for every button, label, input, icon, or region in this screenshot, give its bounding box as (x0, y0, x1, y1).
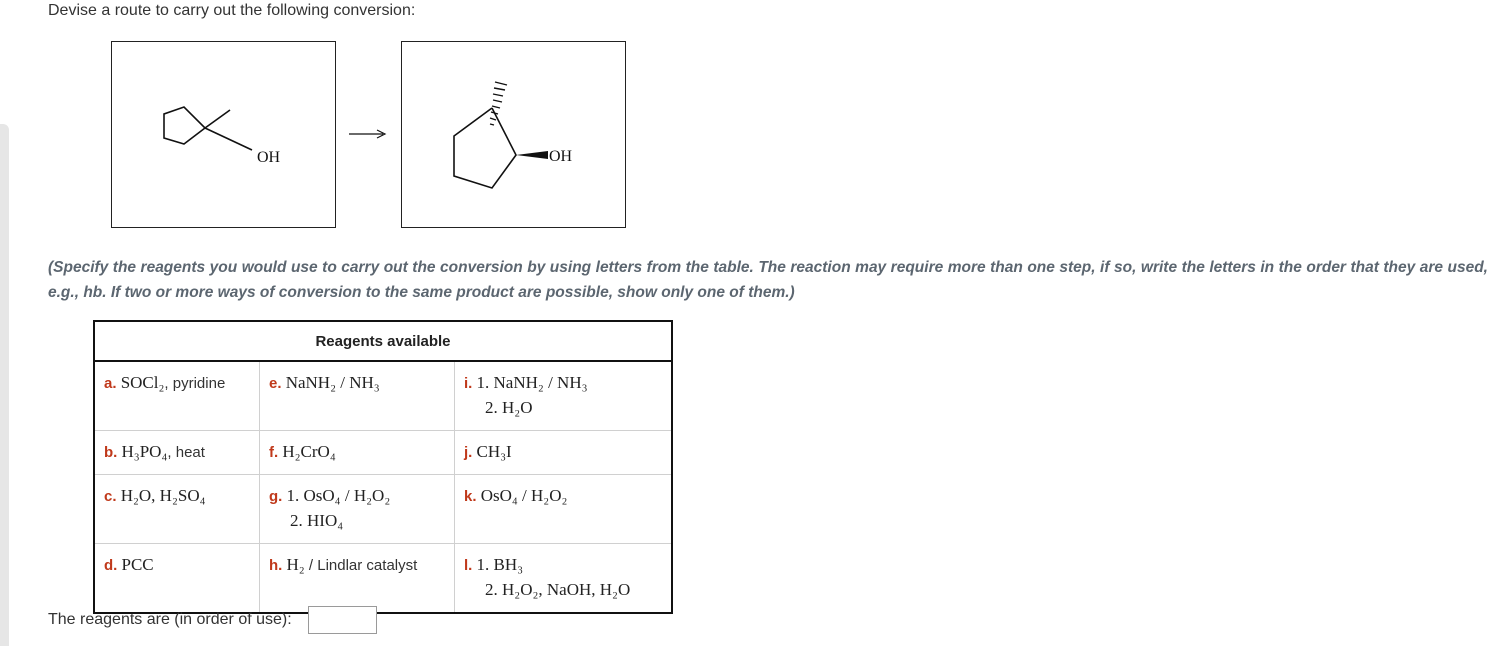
question-prompt: Devise a route to carry out the following conversion: (48, 2, 416, 19)
reaction-arrow-icon (347, 128, 389, 140)
methyl-bond (205, 110, 230, 128)
table-row (94, 544, 672, 614)
hydroxyl-bond (205, 128, 252, 150)
hashed-wedge-bond (490, 82, 507, 125)
reagent-j: j. CH₃I (455, 431, 673, 475)
reagent-i: i. 1. NaNH₂ / NH₃ 2. H₂O (455, 361, 673, 431)
table-row (94, 431, 672, 475)
reagent-c: c. H₂O, H₂SO₄ (94, 475, 260, 544)
reagent-k: k. OsO₄ / H₂O₂ (455, 475, 673, 544)
reagent-e: e. NaNH₂ / NH₃ (260, 361, 455, 431)
reagent-h: h. H₂ / Lindlar catalyst (260, 544, 455, 614)
left-scroll-rail (0, 124, 9, 646)
cyclopentane-ring (454, 108, 516, 188)
reagent-b: b. H₃PO₄, heat (94, 431, 260, 475)
reactant-oh-label: OH (257, 149, 281, 166)
cyclopentane-ring (164, 107, 205, 144)
reagent-g: g. 1. OsO₄ / H₂O₂ 2. HIO₄ (260, 475, 455, 544)
product-structure-box (401, 41, 626, 228)
product-structure (402, 42, 627, 229)
reactant-structure (112, 42, 337, 229)
solid-wedge-bond (516, 151, 548, 159)
table-row (94, 361, 672, 431)
answer-label: The reagents are (in order of use): (48, 611, 292, 628)
reagent-l: l. 1. BH₃ 2. H₂O₂, NaOH, H₂O (455, 544, 673, 614)
product-oh-label: OH (549, 148, 573, 165)
table-row (94, 475, 672, 544)
reagents-table-header: Reagents available (94, 321, 672, 361)
reagents-table (93, 320, 673, 614)
answer-input[interactable] (308, 606, 377, 634)
reagent-a: a. SOCl₂, pyridine (94, 361, 260, 431)
reagent-f: f. H₂CrO₄ (260, 431, 455, 475)
reagent-d: d. PCC (94, 544, 260, 614)
instructions-text: (Specify the reagents you would use to carry out the conversion by using letters from the table. The reaction may require more than one step, if so, write the letters in the order that they are used, e.g., hb. If two or more ways of conversion to the same product are possible, show only one of them.) (48, 259, 1488, 301)
reactant-structure-box (111, 41, 336, 228)
